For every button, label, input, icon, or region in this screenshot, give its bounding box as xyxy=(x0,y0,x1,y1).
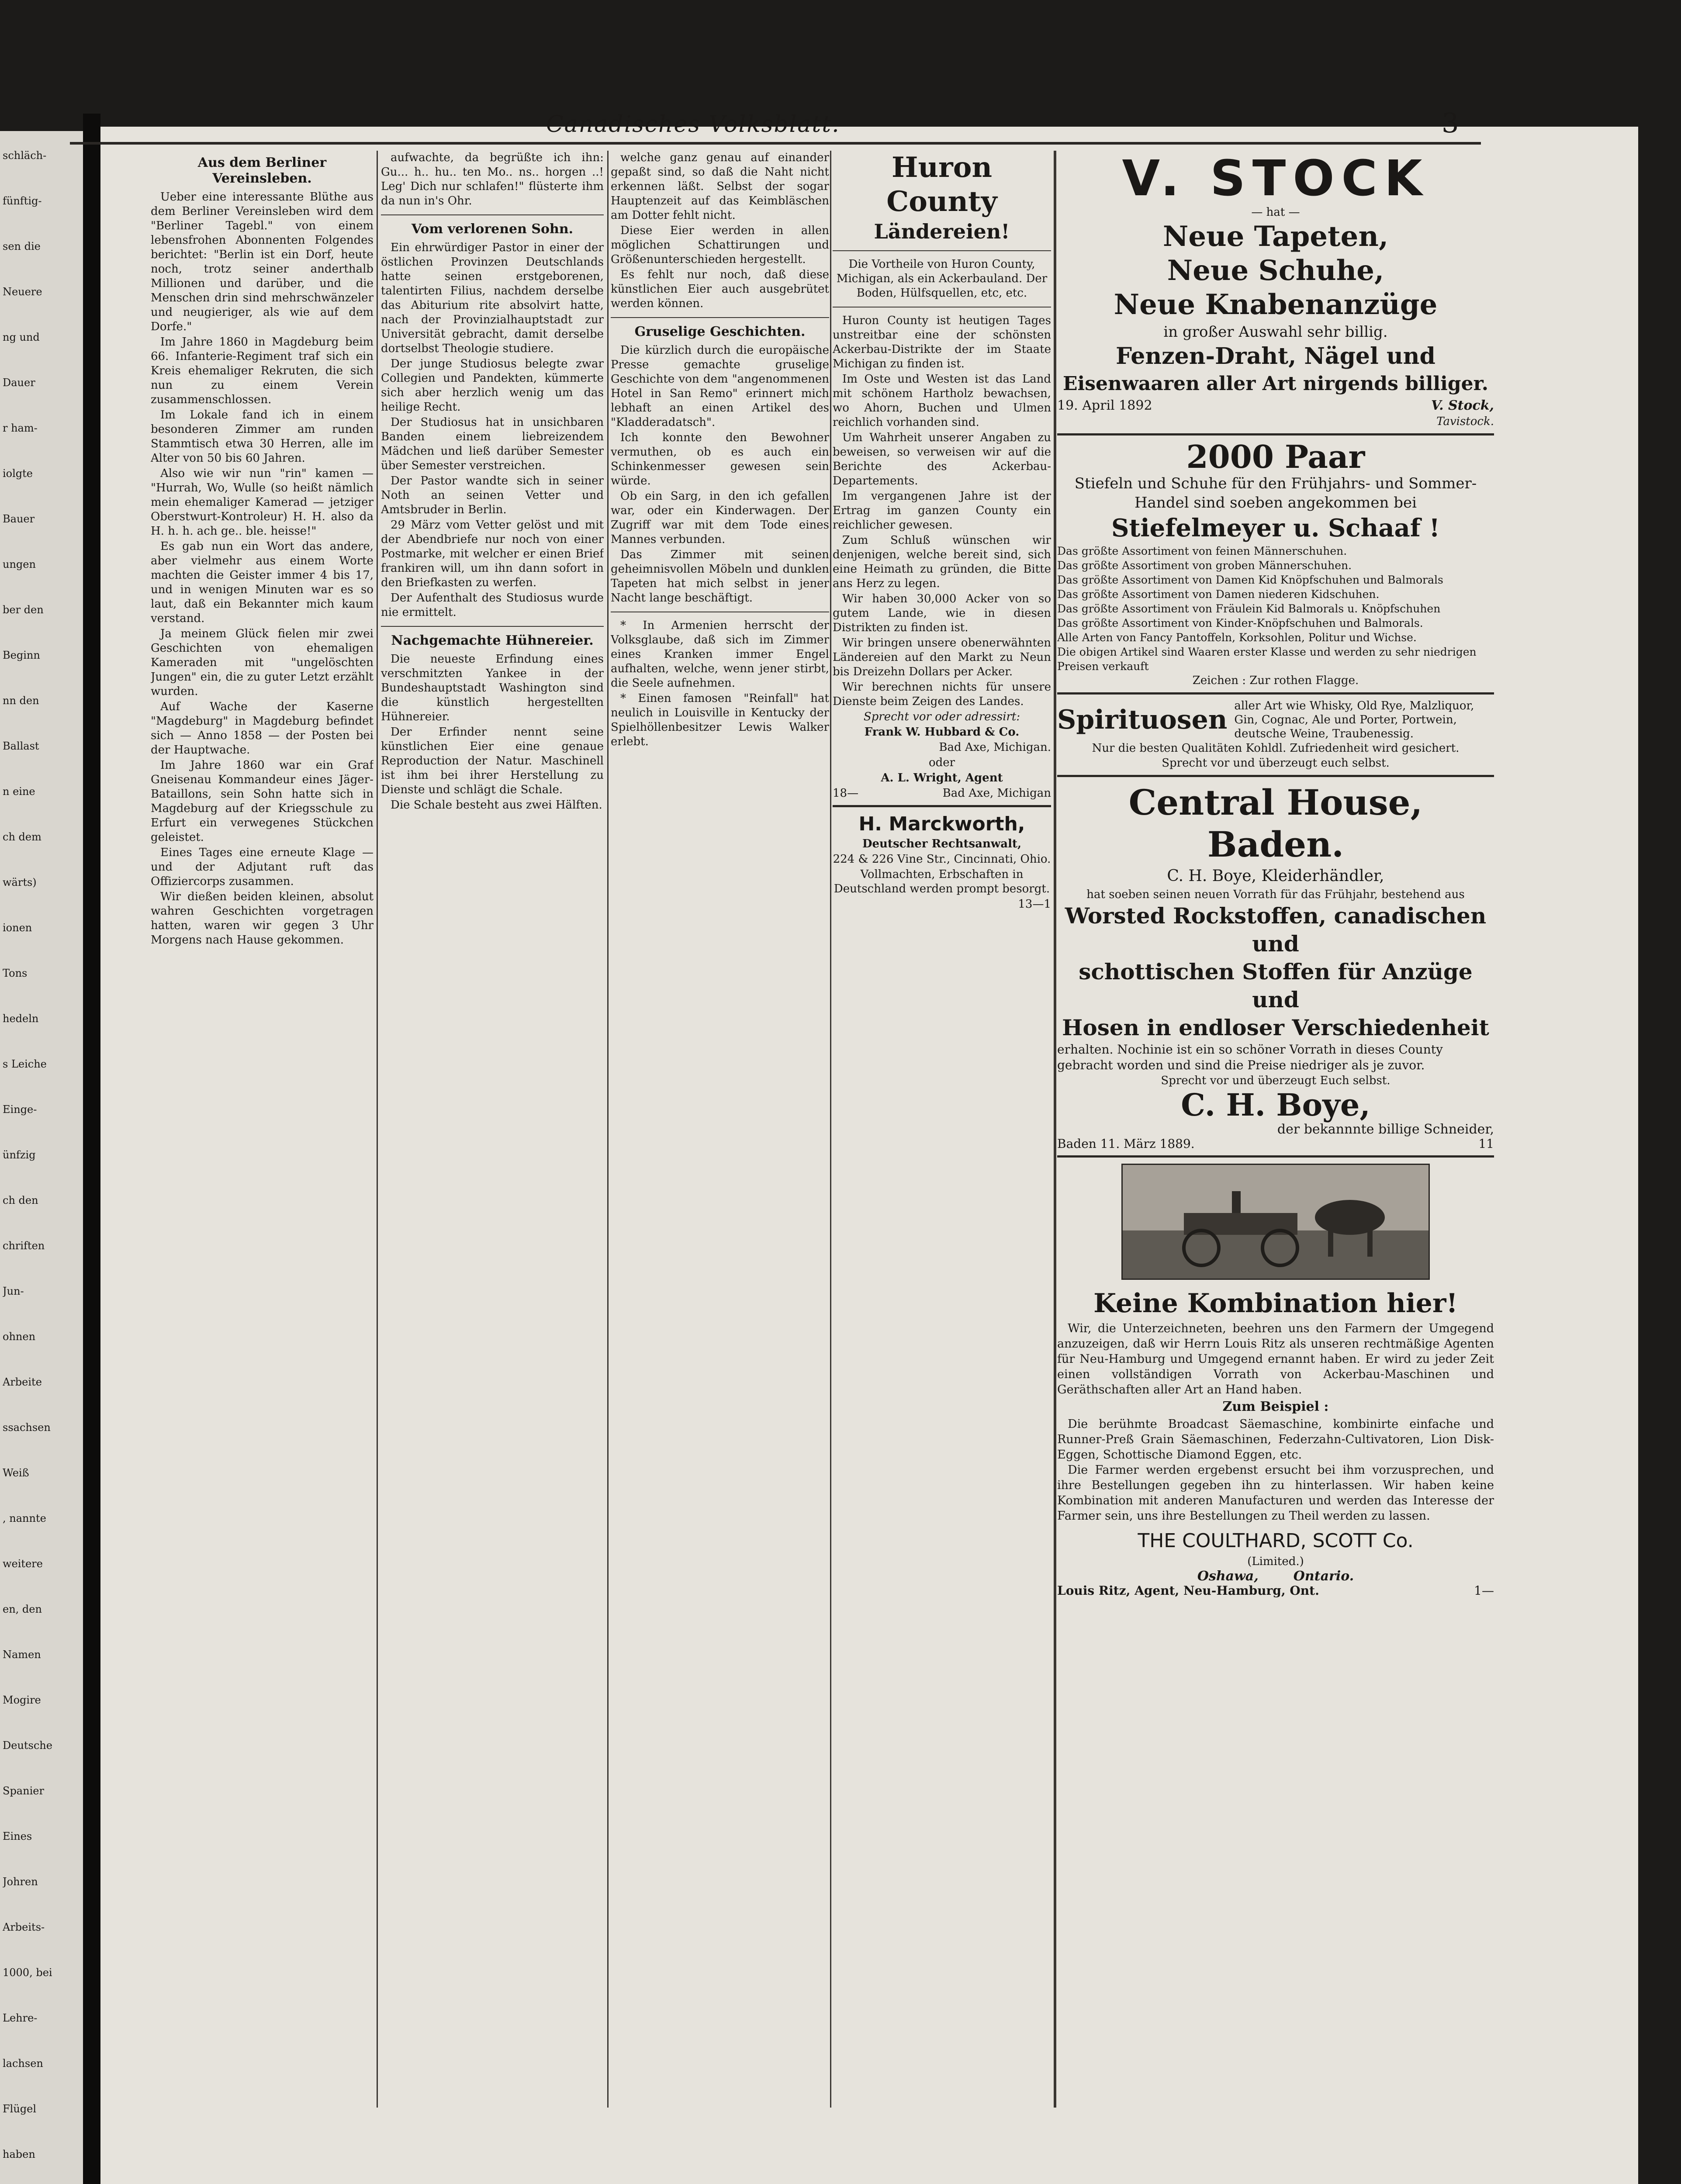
paragraph: Das Zimmer mit seinen geheimnisvollen Möbeln und dunklen Tapeten hat mich selbst in jener Nacht lange beschäftigt. xyxy=(611,548,829,605)
paar-item: Alle Arten von Fancy Pantoffeln, Korksohlen, Politur und Wichse. xyxy=(1057,631,1417,644)
paragraph: Die neueste Erfindung eines verschmitzten Yankee in der Bundeshauptstadt Washington sind die künstlich hergestellten Hühnereier. xyxy=(381,653,604,723)
paragraph: Die kürzlich durch die europäische Presse gemachte gruselige Geschichte von dem "angenommenen Hotel in San Remo" erinnert mich lebhaft an einen Artikel des "Kladderadatsch". xyxy=(611,344,829,429)
paragraph: Im Jahre 1860 war ein Graf Gneisenau Kommandeur eines Jäger-Bataillons, sein Sohn hatte sich in Magdeburg auf der Kriegsschule zu Erfurt ein verwegenes Stückchen geleistet. xyxy=(151,759,374,844)
paragraph: Wir dießen beiden kleinen, absolut wahren Geschichten vorgetragen hatten, waren wir gegen 3 Uhr Morgens nach Hause gekommen. xyxy=(151,890,374,947)
paragraph: Die Schale besteht aus zwei Hälften. xyxy=(391,798,602,812)
paragraph: Es gab nun ein Wort das andere, aber vielmehr aus einem Worte machten die Geister immer 4 bis 17, und in wenigen Minuten war es so laut, daß ein Bekannter mich kaum verstand. xyxy=(151,540,374,625)
stock-line: Neue Tapeten, xyxy=(1162,220,1389,253)
header-rule xyxy=(70,142,1481,145)
paragraph: Im Oste und Westen ist das Land mit schönem Hartholz bewachsen, wo Ahorn, Buchen und Ulmen reichlich vorhanden sind. xyxy=(833,373,1051,429)
prev-page-text: r ham- xyxy=(3,422,38,434)
column-2 xyxy=(381,151,604,2108)
spirit-foot: Sprecht vor und überzeugt euch selbst. xyxy=(1162,757,1390,770)
prev-page-text: Johren xyxy=(3,1876,38,1888)
stock-sign: V. Stock, xyxy=(1431,398,1494,413)
kombi-example: Zum Beispiel : xyxy=(1222,1399,1329,1414)
paragraph: Der junge Studiosus belegte zwar Collegien und Pandekten, kümmerte sich aber herzlich wenig um das heilige Recht. xyxy=(381,357,604,414)
ontario: Ontario. xyxy=(1293,1569,1354,1584)
paragraph: Wir bringen unsere obenerwähnten Ländereien auf den Markt zu Neun bis Dreizehn Dollars per Acker. xyxy=(833,636,1051,678)
paar-item: Das größte Assortiment von groben Männerschuhen. xyxy=(1057,559,1352,572)
column-rule xyxy=(607,151,609,2108)
prev-page-text: Lehre- xyxy=(3,2012,38,2024)
prev-page-text: lachsen xyxy=(3,2057,43,2070)
prev-page-text: s Leiche xyxy=(3,1058,47,1070)
paragraph: * In Armenien herrscht der Volksglaube, daß sich im Zimmer eines Kranken immer Engel aufhalten, welche, wenn jener stirbt, die Seele aufnehmen. xyxy=(611,619,829,690)
ad-title: Huron County xyxy=(886,151,997,218)
central-sign-sub: der bekannnte billige Schneider, xyxy=(1277,1122,1494,1137)
central-foot: Sprecht vor und überzeugt Euch selbst. xyxy=(1161,1074,1390,1087)
column-rule xyxy=(377,151,378,2108)
prev-page-text: weitere xyxy=(3,1558,43,1570)
paragraph: Wir berechnen nichts für unsere Dienste beim Zeigen des Landes. xyxy=(833,681,1051,708)
article-body xyxy=(381,241,604,620)
stock-line: Fenzen-Draht, Nägel und xyxy=(1116,343,1435,370)
prev-page-text: ber den xyxy=(3,604,44,616)
lawyer-number: 13—1 xyxy=(1018,898,1051,911)
kombi-title: Keine Kombination hier! xyxy=(1093,1288,1458,1319)
paragraph: Ein ehrwürdiger Pastor in einer der östlichen Provinzen Deutschlands hatte seinen erstgeborenen, talentirten Filius, nachdem derselbe das Abiturium rite absolvirt hatte, nach der Provinzialhauptstadt zur Universität gebracht, damit derselbe dortselbst Theologie studiere. xyxy=(381,241,604,355)
kombi-text: Die Farmer werden ergebenst ersucht bei ihm vorzusprechen, und ihre Bestellungen gegeben ihn zu hinterlassen. Wir haben keine Kombination mit anderen Manufacturen und werden das Interesse der Farmer sein, uns ihre Bestellungen zu Theil werden zu lassen. xyxy=(1057,1463,1494,1523)
paar-item: Das größte Assortiment von feinen Männerschuhen. xyxy=(1057,545,1347,557)
prev-page-text: nn den xyxy=(3,695,39,707)
limited: (Limited.) xyxy=(1247,1555,1304,1568)
prev-page-text: Arbeite xyxy=(3,1376,42,1388)
stock-place: Tavistock. xyxy=(1436,415,1494,428)
central-line: schottischen Stoffen für Anzüge und xyxy=(1079,959,1473,1013)
central-num: 11 xyxy=(1478,1137,1494,1151)
article-title: Aus dem Berliner Vereinsleben. xyxy=(197,155,327,186)
paragraph: Im vergangenen Jahre ist der Ertrag im ganzen County ein reichlicher gewesen. xyxy=(833,490,1051,532)
column-rule xyxy=(830,151,831,2108)
prev-page-text: Jun- xyxy=(3,1285,24,1297)
paragraph: * Einen famosen "Reinfall" hat neulich in Louisville in Kentucky der Spielhöllenbesitzer Lewis Walker erlebt. xyxy=(611,692,829,748)
prev-page-text: wärts) xyxy=(3,876,37,888)
stock-line: Neue Knabenanzüge xyxy=(1114,288,1438,321)
central-title: Central House, Baden. xyxy=(1128,782,1423,865)
central-line: Worsted Rockstoffen, canadischen und xyxy=(1065,903,1487,957)
column-rule xyxy=(1054,151,1056,2108)
prev-page-text: ünfzig xyxy=(3,1149,36,1161)
agent-num: 1— xyxy=(1474,1583,1494,1598)
paragraph: Ueber eine interessante Blüthe aus dem Berliner Vereinsleben wird dem "Berliner Tagebl." von einem lebensfrohen Abonnenten Folgendes berichtet: "Berlin ist ein Dorf, heute noch, trotz seiner anderthalb Millionen und darüber, und die Menschen drin sind mehrschwänzeler und neugieriger, als wie auf dem Dorfe." xyxy=(151,190,374,333)
prev-page-text: Namen xyxy=(3,1648,41,1661)
paragraph: Ja meinem Glück fielen mir zwei Geschichten von ehemaligen Kameraden mit "ungelöschten Jungen" ein, die zu guter Letzt erzählt wurden. xyxy=(151,627,374,698)
paragraph: Der Aufenthalt des Studiosus wurde nie ermittelt. xyxy=(381,591,604,619)
stock-date: 19. April 1892 xyxy=(1057,398,1152,413)
agent: Louis Ritz, Agent, Neu-Hamburg, Ont. xyxy=(1057,1583,1319,1598)
prev-page-text: ch den xyxy=(3,1194,38,1206)
prev-page-text: Tons xyxy=(3,967,28,979)
previous-page-fragment xyxy=(0,131,83,2184)
paragraph: 29 März vom Vetter gelöst und mit der Abendbriefe nur noch von einer Postmarke, mit welcher er einen Brief frankiren will, um ihn dann sofort in den Briefkasten zu werfen. xyxy=(381,518,604,589)
kombi-text: Wir, die Unterzeichneten, beehren uns den Farmern der Umgegend anzuzeigen, daß wir Herrn Louis Ritz als unseren rechtmäßige Agenten für Neu-Hamburg und Umgegend ernannt haben. Er wird zu jeder Zeit einen vollständigen Vorrath von Ackerbau-Maschinen und Geräthschaften aller Art an Hand haben. xyxy=(1057,1322,1494,1396)
paar-item: Das größte Assortiment von Damen niederen Kidschuhen. xyxy=(1057,588,1380,601)
central-sub: hat soeben seinen neuen Vorrath für das Frühjahr, bestehend aus xyxy=(1086,888,1465,901)
article-continuation: welche ganz genau auf einander gepaßt sind, so daß die Naht nicht erkennen läßt. Selbst der sogar Hauptenzeit auf das Keimbläschen am Dotter fehlt nicht. xyxy=(611,151,829,222)
prev-page-text: Arbeits- xyxy=(3,1921,45,1933)
paragraph: Ob ein Sarg, in den ich gefallen war, oder ein Kinderwagen. Der Zugriff war mit dem Tode eines Mannes verbunden. xyxy=(611,490,829,546)
oshawa: Oshawa, xyxy=(1197,1569,1259,1584)
paragraph: Es fehlt nur noch, daß diese künstlichen Eier auch ausgebrütet werden können. xyxy=(611,268,829,310)
paragraph: Ich konnte den Bewohner vermuthen, ob es auch ein Schinkenmesser gewesen sein würde. xyxy=(611,431,829,487)
prev-page-text: ohnen xyxy=(3,1330,36,1343)
spirit-line: Nur die besten Qualitäten Kohldl. Zufriedenheit wird gesichert. xyxy=(1092,742,1460,755)
stock-line: in großer Auswahl sehr billig. xyxy=(1163,323,1388,341)
article-title: Nachgemachte Hühnereier. xyxy=(391,633,594,648)
paar-item: Das größte Assortiment von Damen Kid Knöpfschuhen und Balmorals xyxy=(1057,574,1443,586)
lawyer-text: Vollmachten, Erbschaften in Deutschland werden prompt besorgt. xyxy=(834,868,1050,895)
paragraph: Der Erfinder nennt seine künstlichen Eier eine genaue Reproduction der Natur. Maschinell ist ihm bei ihrer Herstellung zu Dienste und schlägt die Schale. xyxy=(381,726,604,796)
central-date: Baden 11. März 1889. xyxy=(1057,1137,1195,1151)
paragraph: Wir haben 30,000 Acker von so gutem Lande, wie in diesen Distrikten zu finden ist. xyxy=(833,592,1051,634)
paar-item: Das größte Assortiment von Fräulein Kid Balmorals u. Knöpfschuhen xyxy=(1057,602,1441,615)
prev-page-text: Bauer xyxy=(3,513,35,525)
prev-page-text: 1000, bei xyxy=(3,1966,52,1979)
contact-place: Bad Axe, Michigan xyxy=(942,787,1051,800)
paragraph: Huron County ist heutigen Tages unstreitbar eine der schönsten Ackerbau-Distrikte der im Staate Michigan zu finden ist. xyxy=(833,314,1051,370)
paar-firm: Stiefelmeyer u. Schaaf ! xyxy=(1111,514,1440,543)
spirit-title: Spirituosen xyxy=(1057,705,1228,735)
ad-body xyxy=(833,314,1051,709)
masthead: Canadisches Volksblatt. xyxy=(546,111,840,138)
paar-sub: Stiefeln und Schuhe für den Frühjahrs- und Sommer-Handel sind soeben angekommen bei xyxy=(1074,475,1477,511)
contact-number: 18— xyxy=(833,787,859,800)
article-title: Vom verlorenen Sohn. xyxy=(411,221,574,237)
central-owner: C. H. Boye, Kleiderhändler, xyxy=(1167,867,1384,885)
paragraph: Eines Tages eine erneute Klage — und der Adjutant ruft das Offiziercorps zusammen. xyxy=(151,846,374,888)
stock-hat: — hat — xyxy=(1251,206,1300,219)
prev-page-text: sen die xyxy=(3,240,41,252)
paragraph: Im Jahre 1860 in Magdeburg beim 66. Infanterie-Regiment traf sich ein Kreis ehemaliger Rekruten, die sich nun zu einem Verein zusammenschlossen. xyxy=(151,335,374,406)
paar-sign: Zeichen : Zur rothen Flagge. xyxy=(1192,674,1359,687)
prev-page-text: Einge- xyxy=(3,1103,37,1116)
paragraph: Zum Schluß wünschen wir denjenigen, welche bereit sind, sich eine Heimath zu gründen, die Bitte ans Herz zu legen. xyxy=(833,534,1051,590)
contact-or: oder xyxy=(928,756,955,769)
column-5-ads xyxy=(1057,151,1494,2108)
prev-page-text: Eines xyxy=(3,1830,32,1842)
article-body xyxy=(611,343,829,605)
prev-page-text: schläch- xyxy=(3,149,47,162)
stock-line: Eisenwaaren aller Art nirgends billiger. xyxy=(1062,373,1489,395)
kombi-text: Die berühmte Broadcast Säemaschine, kombinirte einfache und Runner-Preß Grain Säemaschinen, Federzahn-Cultivatoren, Lion Disk-Eggen, Schottische Diamond Eggen, etc. xyxy=(1057,1417,1494,1462)
prev-page-text: Neuere xyxy=(3,286,42,298)
prev-page-text: ch dem xyxy=(3,831,42,843)
seed-drill-engraving xyxy=(1121,1164,1430,1280)
paar-item: Das größte Assortiment von Kinder-Knöpfschuhen und Balmorals. xyxy=(1057,617,1423,629)
article-title: Gruselige Geschichten. xyxy=(634,324,806,339)
coulthard: THE COULTHARD, SCOTT Co. xyxy=(1138,1530,1414,1552)
prev-page-text: hedeln xyxy=(3,1013,39,1025)
ad-subtitle: Ländereien! xyxy=(874,220,1010,243)
column-4 xyxy=(833,151,1051,2108)
central-line: Hosen in endloser Verschiedenheit xyxy=(1062,1015,1489,1040)
prev-page-text: Deutsche xyxy=(3,1739,52,1752)
central-sign: C. H. Boye, xyxy=(1181,1087,1370,1123)
prev-page-text: Weiß xyxy=(3,1467,29,1479)
article-body xyxy=(611,224,829,311)
prev-page-text: en, den xyxy=(3,1603,42,1615)
ad-intro: Die Vortheile von Huron County, Michigan, als ein Ackerbauland. Der Boden, Hülfsquellen, etc, etc. xyxy=(836,258,1048,300)
contact-name: Frank W. Hubbard & Co. xyxy=(864,726,1020,739)
prev-page-text: Dauer xyxy=(3,377,35,389)
paragraph: Der Pastor wandte sich in seiner Noth an seinen Vetter und Amtsbruder in Berlin. xyxy=(381,474,604,516)
lawyer-name: H. Marckworth, xyxy=(858,813,1025,835)
contact-name: A. L. Wright, Agent xyxy=(881,771,1003,784)
prev-page-text: ungen xyxy=(3,558,36,570)
paar-list xyxy=(1057,544,1494,674)
prev-page-text: iolgte xyxy=(3,467,33,480)
article-continuation: aufwachte, da begrüßte ich ihn: Gu... h.. hu.. ten Mo.. ns.. horgen ..! Leg' Dich nur schlafen!" flüsterte ihm da nun in's Ohr. xyxy=(381,151,604,207)
paragraph: Diese Eier werden in allen möglichen Schattirungen und Größenunterschieden hergestellt. xyxy=(611,224,829,266)
article-body xyxy=(611,619,829,749)
prev-page-text: haben xyxy=(3,2148,35,2160)
prev-page-text: Mogire xyxy=(3,1694,41,1706)
stock-title: V. STOCK xyxy=(1122,151,1429,207)
prev-page-text: ssachsen xyxy=(3,1421,51,1434)
paragraph: Um Wahrheit unserer Angaben zu beweisen, so verweisen wir auf die Berichte des Ackerbau-Departements. xyxy=(833,431,1051,487)
prev-page-text: Spanier xyxy=(3,1785,44,1797)
paragraph: Also wie wir nun "rin" kamen — "Hurrah, Wo, Wulle (so heißt nämlich mein ehemaliger Kamerad — jetziger Oberstwurt-Kontroleur) H. H. also da H. h. h. ach ge.. ble. heisse!" xyxy=(151,467,374,538)
spirit-text: aller Art wie Whisky, Old Rye, Malzliquor, Gin, Cognac, Ale und Porter, Portwein, deutsche Weine, Traubenessig. xyxy=(1234,699,1474,740)
paragraph: Im Lokale fand ich in einem besonderen Zimmer am runden Stammtisch etwa 30 Herren, alle im Alter von 50 bis 60 Jahren. xyxy=(151,408,374,465)
lawyer-address: 224 & 226 Vine Str., Cincinnati, Ohio. xyxy=(833,853,1051,866)
paar-item: Die obigen Artikel sind Waaren erster Klasse und werden zu sehr niedrigen Preisen verkauft xyxy=(1057,646,1477,673)
binding-gutter xyxy=(83,114,100,2184)
column-3 xyxy=(611,151,829,2108)
article-body xyxy=(151,190,374,947)
article-body xyxy=(381,652,604,812)
prev-page-text: Ballast xyxy=(3,740,39,752)
prev-page-text: , nannte xyxy=(3,1512,46,1524)
contact-place: Bad Axe, Michigan. xyxy=(939,741,1051,754)
prev-page-text: n eine xyxy=(3,785,35,798)
prev-page-text: Beginn xyxy=(3,649,40,661)
paar-title: 2000 Paar xyxy=(1186,438,1365,475)
prev-page-text: chriften xyxy=(3,1240,45,1252)
paragraph: Auf Wache der Kaserne "Magdeburg" in Magdeburg befindet sich — Anno 1858 — der Posten bei der Hauptwache. xyxy=(151,700,374,757)
page-number: 3 xyxy=(1442,107,1459,139)
column-1 xyxy=(151,151,374,2108)
stock-line: Neue Schuhe, xyxy=(1167,254,1384,287)
contact-label: Sprecht vor oder adressirt: xyxy=(863,710,1020,723)
prev-page-text: ng und xyxy=(3,331,40,343)
paragraph: Der Studiosus hat in unsichbaren Banden einem liebreizendem Mädchen und ließ darüber Semester über Semester verstreichen. xyxy=(381,416,604,472)
central-text: erhalten. Nochinie ist ein so schöner Vorrath in dieses County gebracht worden und sind die Preise niedriger als je zuvor. xyxy=(1057,1042,1443,1072)
prev-page-text: ionen xyxy=(3,922,32,934)
prev-page-text: Flügel xyxy=(3,2103,37,2115)
lawyer-title: Deutscher Rechtsanwalt, xyxy=(862,837,1022,850)
prev-page-text: fünftig- xyxy=(3,195,42,207)
